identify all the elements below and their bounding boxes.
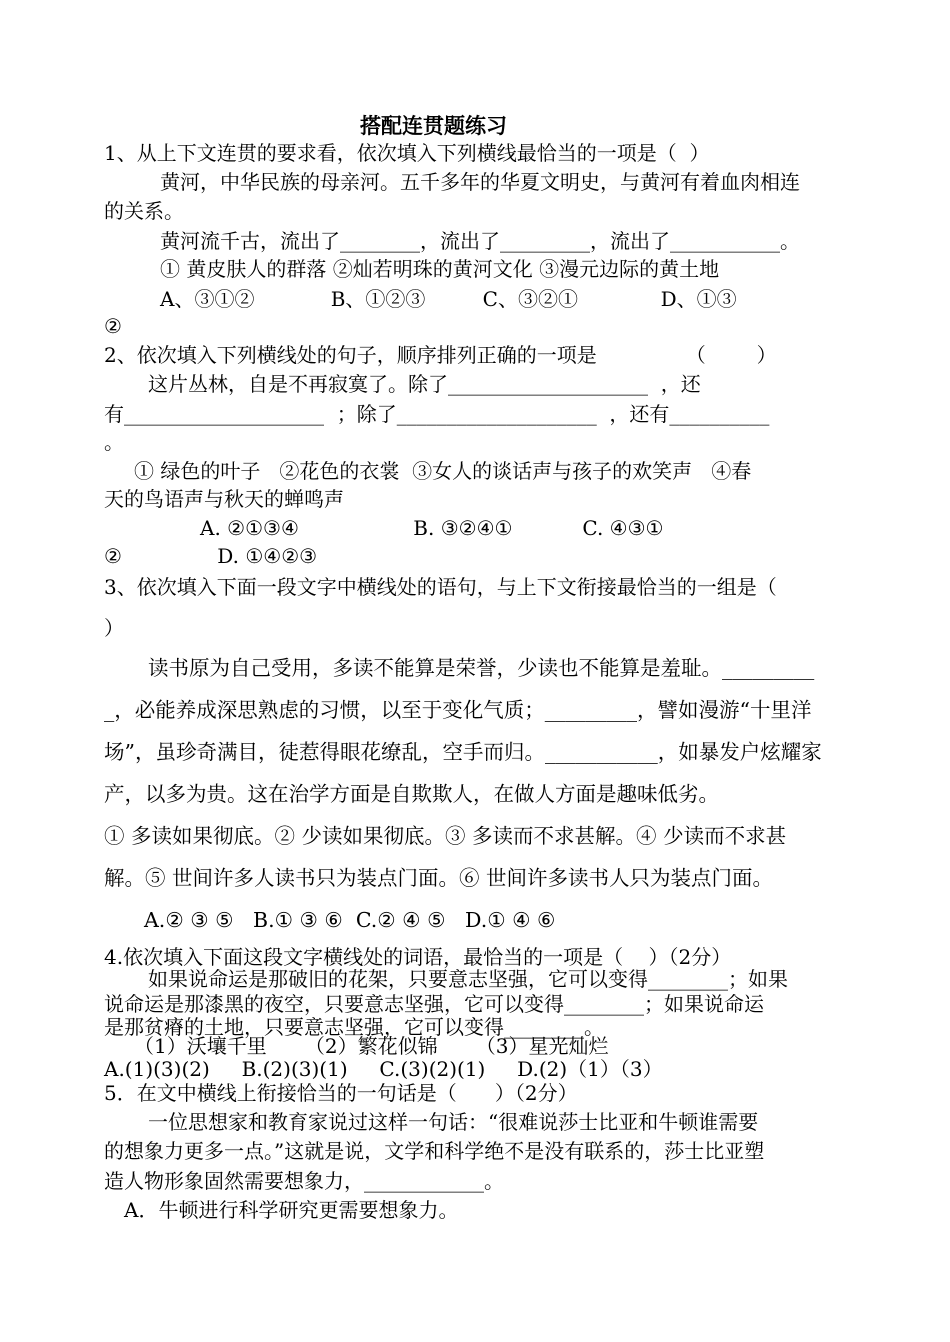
question-2-items: ① 绿色的叶子 ②花色的衣裳 ③女人的谈话声与孩子的欢笑声 ④春	[134, 459, 752, 483]
question-3-passage-line3: 场”，虽珍奇满目，徒惹得眼花缭乱，空手而归。___________，如暴发户炫耀家	[104, 740, 822, 764]
question-3-stem-cont: ）	[104, 616, 124, 640]
question-3-passage: 读书原为自己受用，多读不能算是荣誉，少读也不能算是羞耻。_________	[148, 656, 815, 680]
question-2-options: A. ②①③④ B. ③②④① C. ④③①	[200, 516, 664, 540]
question-5-stem: 5．在文中横线上衔接恰当的一句话是（ ）（2分）	[104, 1081, 578, 1105]
question-1-passage: 黄河，中华民族的母亲河。五千多年的华夏文明史，与黄河有着血肉相连	[160, 170, 800, 194]
question-3-items-cont: 解。⑤ 世间许多人读书只为装点门面。⑥ 世间许多读书人只为装点门面。	[104, 866, 774, 890]
question-1-blanks: 黄河流千古，流出了________，流出了_________，流出了___________。	[160, 229, 800, 253]
question-3-stem: 3、依次填入下面一段文字中横线处的语句，与上下文衔接最恰当的一组是（	[104, 575, 777, 599]
question-5-passage: 一位思想家和教育家说过这样一句话：“很难说莎士比亚和牛顿谁需要	[148, 1110, 759, 1134]
question-1-options: A、③①② B、①②③ C、③②① D、①③	[160, 287, 737, 311]
question-4-stem: 4.依次填入下面这段文字横线处的词语，最恰当的一项是（ ）（2分）	[104, 945, 732, 969]
question-3-passage-line2: _，必能养成深思熟虑的习惯，以至于变化气质；_________，譬如漫游“十里洋	[104, 698, 812, 722]
question-1-passage-cont: 的关系。	[104, 199, 184, 223]
question-2-passage-cont: 有____________________ ；除了____________________ ，还有__________	[104, 402, 770, 426]
question-2-items-cont: 天的鸟语声与秋天的蝉鸣声	[104, 487, 344, 511]
question-3-items: ① 多读如果彻底。② 少读如果彻底。③ 多读而不求甚解。④ 少读而不求甚	[104, 824, 787, 848]
question-1-items: ① 黄皮肤人的群落 ②灿若明珠的黄河文化 ③漫元边际的黄土地	[160, 257, 720, 281]
page-title: 搭配连贯题练习	[360, 113, 507, 138]
question-1-stem: 1、从上下文连贯的要求看，依次填入下列横线最恰当的一项是（ ）	[104, 141, 710, 165]
question-4-passage-line3: 是那贫瘠的土地，只要意志坚强，它可以变得________。	[104, 1015, 604, 1039]
question-3-options: A.② ③ ⑤ B.① ③ ⑥ C.② ④ ⑤ D.① ④ ⑥	[144, 908, 556, 932]
question-2-passage: 这片丛林，自是不再寂寞了。除了____________________ ，还	[148, 372, 701, 396]
question-2-options-cont: ② D. ①④②③	[104, 544, 318, 568]
question-2-stem: 2、依次填入下列横线处的句子，顺序排列正确的一项是 （ ）	[104, 343, 777, 367]
question-1-options-cont: ②	[104, 314, 122, 338]
question-4-items: （1）沃壤千里 （2）繁花似锦 （3）星光灿烂	[134, 1034, 609, 1058]
question-5-option-a: A．牛顿进行科学研究更需要想象力。	[124, 1198, 459, 1222]
question-5-passage-line3: 造人物形象固然需要想象力，____________。	[104, 1169, 504, 1193]
question-4-passage-line2: 说命运是那漆黑的夜空，只要意志坚强，它可以变得________；如果说命运	[104, 992, 764, 1016]
question-5-passage-line2: 的想象力更多一点。”这就是说，文学和科学绝不是没有联系的，莎士比亚塑	[104, 1139, 765, 1163]
question-4-passage: 如果说命运是那破旧的花架，只要意志坚强，它可以变得________；如果	[148, 967, 788, 991]
question-2-passage-end: 。	[104, 430, 124, 454]
question-4-options: A.(1)(3)(2) B.(2)(3)(1) C.(3)(2)(1) D.(2)（1）（3）	[104, 1057, 663, 1081]
question-3-passage-line4: 产，以多为贵。这在治学方面是自欺欺人，在做人方面是趣味低劣。	[104, 782, 719, 806]
